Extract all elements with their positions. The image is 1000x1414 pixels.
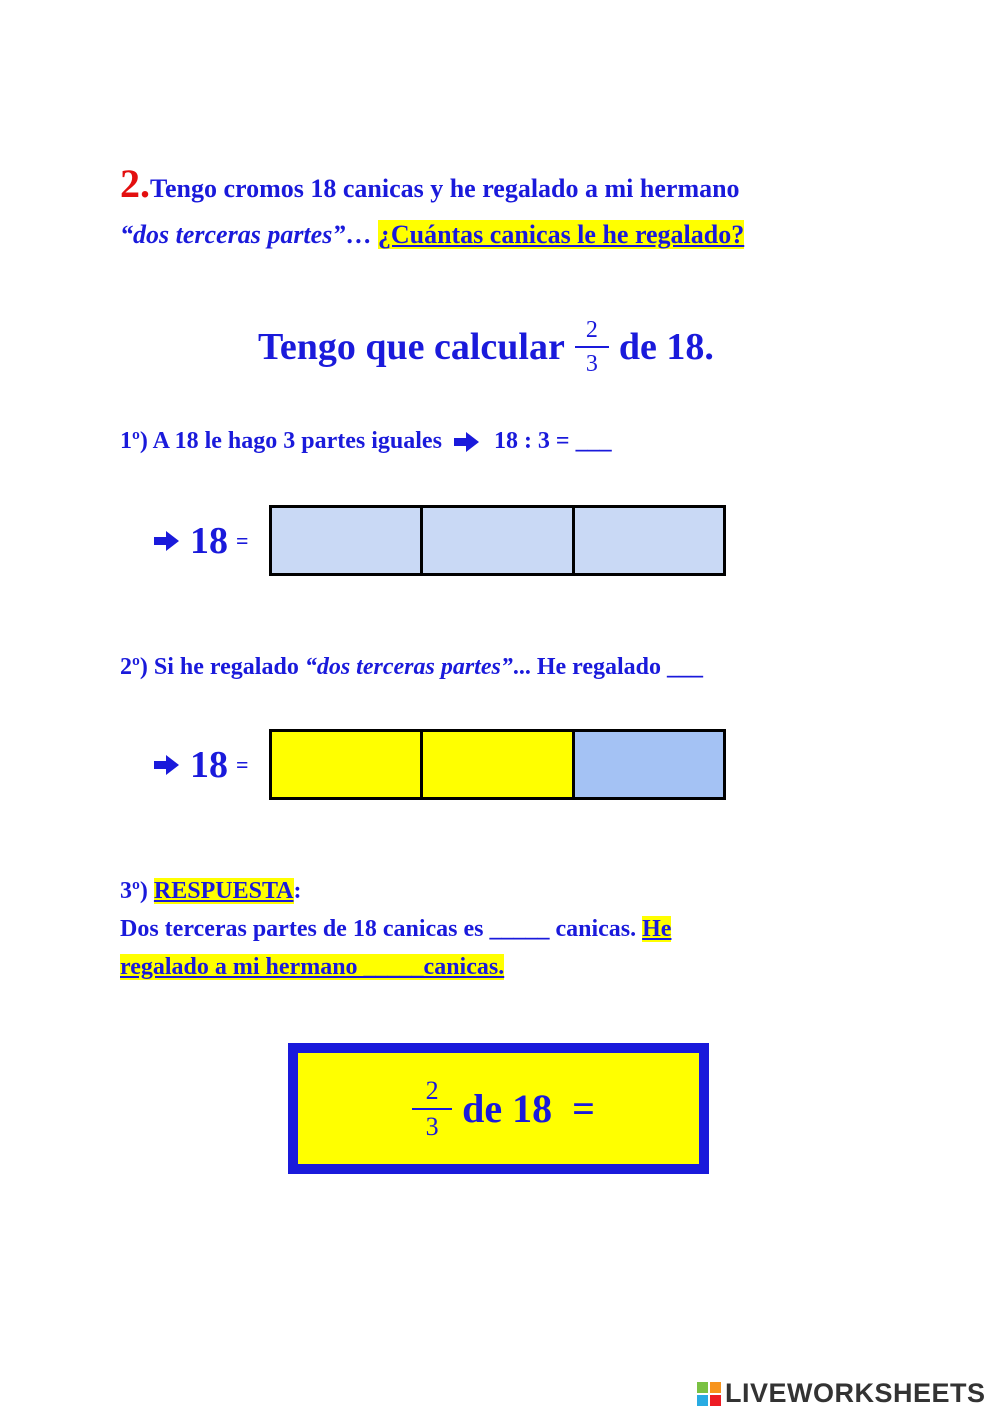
problem-ellipsis: …	[345, 220, 378, 249]
step-2-quote: “dos terceras partes”	[304, 654, 513, 680]
calc-heading-prefix: Tengo que calcular	[258, 326, 565, 368]
problem-text: Tengo cromos 18 canicas y he regalado a mi hermano	[150, 174, 740, 203]
answer-highlight-start: He	[642, 916, 672, 942]
step-3-prefix: 3º)	[120, 878, 154, 904]
right-arrow-icon	[152, 530, 180, 552]
fraction-bar	[575, 346, 609, 348]
calc-heading	[258, 314, 714, 380]
row-1-equals: =	[236, 528, 249, 553]
problem-statement-line-1	[120, 160, 740, 207]
step-2	[120, 654, 703, 681]
liveworksheets-logo	[697, 1378, 986, 1409]
bar-part-given-2	[423, 732, 574, 797]
liveworksheets-logo-icon	[697, 1382, 721, 1406]
step-2-suffix: ... He regalado ___	[512, 654, 704, 680]
right-arrow-icon	[452, 431, 480, 453]
row-2-equals: =	[236, 752, 249, 777]
bar-part-given-1	[272, 732, 423, 797]
problem-number: 2.	[120, 161, 150, 206]
bar-part-2	[423, 508, 574, 573]
answer-text: Dos terceras partes de 18 canicas es _____ canicas.	[120, 916, 643, 942]
problem-question: ¿Cuántas canicas le he regalado?	[377, 220, 745, 249]
problem-statement-line-2	[120, 220, 744, 250]
step-2-prefix: 2º) Si he regalado	[120, 654, 305, 680]
final-fraction-numerator: 2	[425, 1075, 439, 1105]
step-3	[120, 878, 302, 905]
logo-text: LIVEWORKSHEETS	[725, 1378, 986, 1408]
row-1-value: 18	[190, 520, 228, 562]
fraction	[575, 316, 609, 378]
step-1-text: 1º) A 18 le hago 3 partes iguales	[120, 428, 442, 454]
final-fraction-bar	[412, 1108, 452, 1110]
calc-heading-suffix: de 18.	[618, 326, 714, 368]
answer-label: RESPUESTA	[153, 878, 294, 904]
fraction-denominator: 3	[585, 351, 598, 377]
answer-line-1	[120, 916, 671, 943]
fraction-numerator: 2	[585, 317, 598, 343]
step-1-operation: 18 : 3 = ___	[493, 428, 612, 454]
bar-part-1	[272, 508, 423, 573]
final-expression-box	[288, 1043, 709, 1174]
row-1-label	[152, 516, 249, 566]
bar-part-remaining	[575, 732, 723, 797]
step-3-colon: :	[293, 878, 302, 904]
step-1	[120, 428, 612, 455]
row-2-value: 18	[190, 744, 228, 786]
bar-diagram-two-thirds	[269, 729, 726, 800]
final-fraction-denominator: 3	[425, 1111, 439, 1141]
bar-diagram-thirds	[269, 505, 726, 576]
answer-line-2	[120, 954, 504, 981]
final-expression-text: de 18 =	[462, 1086, 595, 1131]
bar-part-3	[575, 508, 723, 573]
answer-highlight-end: regalado a mi hermano _____canicas.	[120, 954, 505, 980]
row-2-label	[152, 740, 249, 790]
problem-quote: “dos terceras partes”	[120, 220, 346, 249]
right-arrow-icon	[152, 754, 180, 776]
final-fraction	[412, 1076, 452, 1142]
